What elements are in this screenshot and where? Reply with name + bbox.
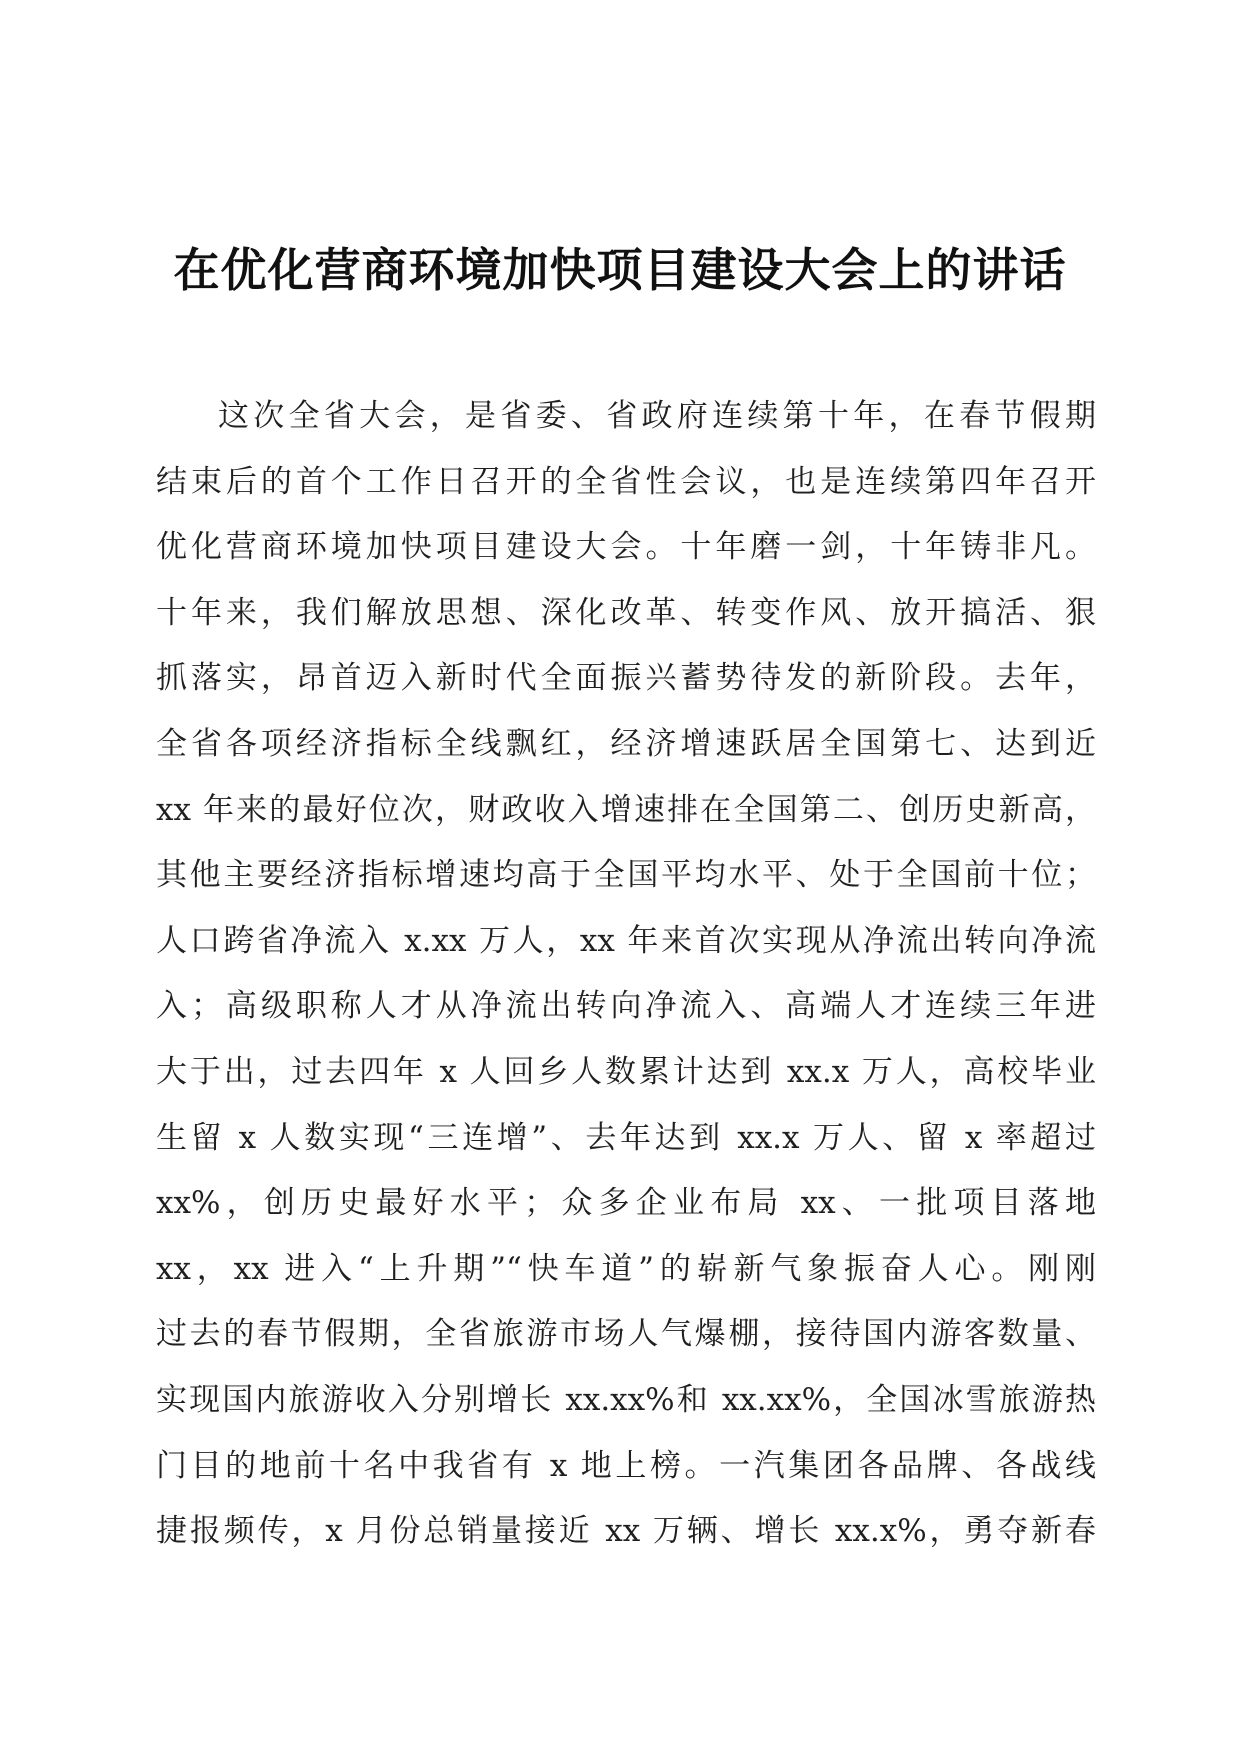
paragraph-line: 大于出，过去四年 x 人回乡人数累计达到 xx.x 万人，高校毕业	[156, 1053, 1096, 1090]
paragraph-line: 入；高级职称人才从净流出转向净流入、高端人才连续三年进	[156, 988, 1096, 1025]
paragraph-line: 抓落实，昂首迈入新时代全面振兴蓄势待发的新阶段。去年，	[156, 660, 1096, 697]
body-paragraph	[156, 384, 1096, 1565]
paragraph-line: 其他主要经济指标增速均高于全国平均水平、处于全国前十位；	[156, 857, 1096, 894]
paragraph-line: 实现国内旅游收入分别增长 xx.xx%和 xx.xx%，全国冰雪旅游热	[156, 1381, 1096, 1418]
paragraph-line: 人口跨省净流入 x.xx 万人，xx 年来首次实现从净流出转向净流	[156, 922, 1096, 959]
paragraph-line: 这次全省大会，是省委、省政府连续第十年，在春节假期	[218, 398, 1096, 434]
paragraph-line: 十年来，我们解放思想、深化改革、转变作风、放开搞活、狠	[156, 594, 1096, 631]
paragraph-line: 捷报频传，x 月份总销量接近 xx 万辆、增长 xx.x%，勇夺新春	[156, 1513, 1096, 1550]
paragraph-line: 生留 x 人数实现“三连增”、去年达到 xx.x 万人、留 x 率超过	[156, 1119, 1096, 1156]
paragraph-line: xx，xx 进入“上升期”“快车道”的崭新气象振奋人心。刚刚	[156, 1250, 1096, 1287]
document-title: 在优化营商环境加快项目建设大会上的讲话	[173, 243, 1067, 297]
paragraph-line: xx%，创历史最好水平；众多企业布局 xx、一批项目落地	[156, 1185, 1096, 1222]
paragraph-line: xx 年来的最好位次，财政收入增速排在全国第二、创历史新高，	[156, 791, 1096, 828]
paragraph-line: 全省各项经济指标全线飘红，经济增速跃居全国第七、达到近	[156, 725, 1096, 762]
paragraph-line: 门目的地前十名中我省有 x 地上榜。一汽集团各品牌、各战线	[156, 1447, 1096, 1484]
paragraph-line: 过去的春节假期，全省旅游市场人气爆棚，接待国内游客数量、	[156, 1316, 1096, 1353]
paragraph-line: 优化营商环境加快项目建设大会。十年磨一剑，十年铸非凡。	[156, 529, 1096, 566]
paragraph-line: 结束后的首个工作日召开的全省性会议，也是连续第四年召开	[156, 463, 1096, 500]
